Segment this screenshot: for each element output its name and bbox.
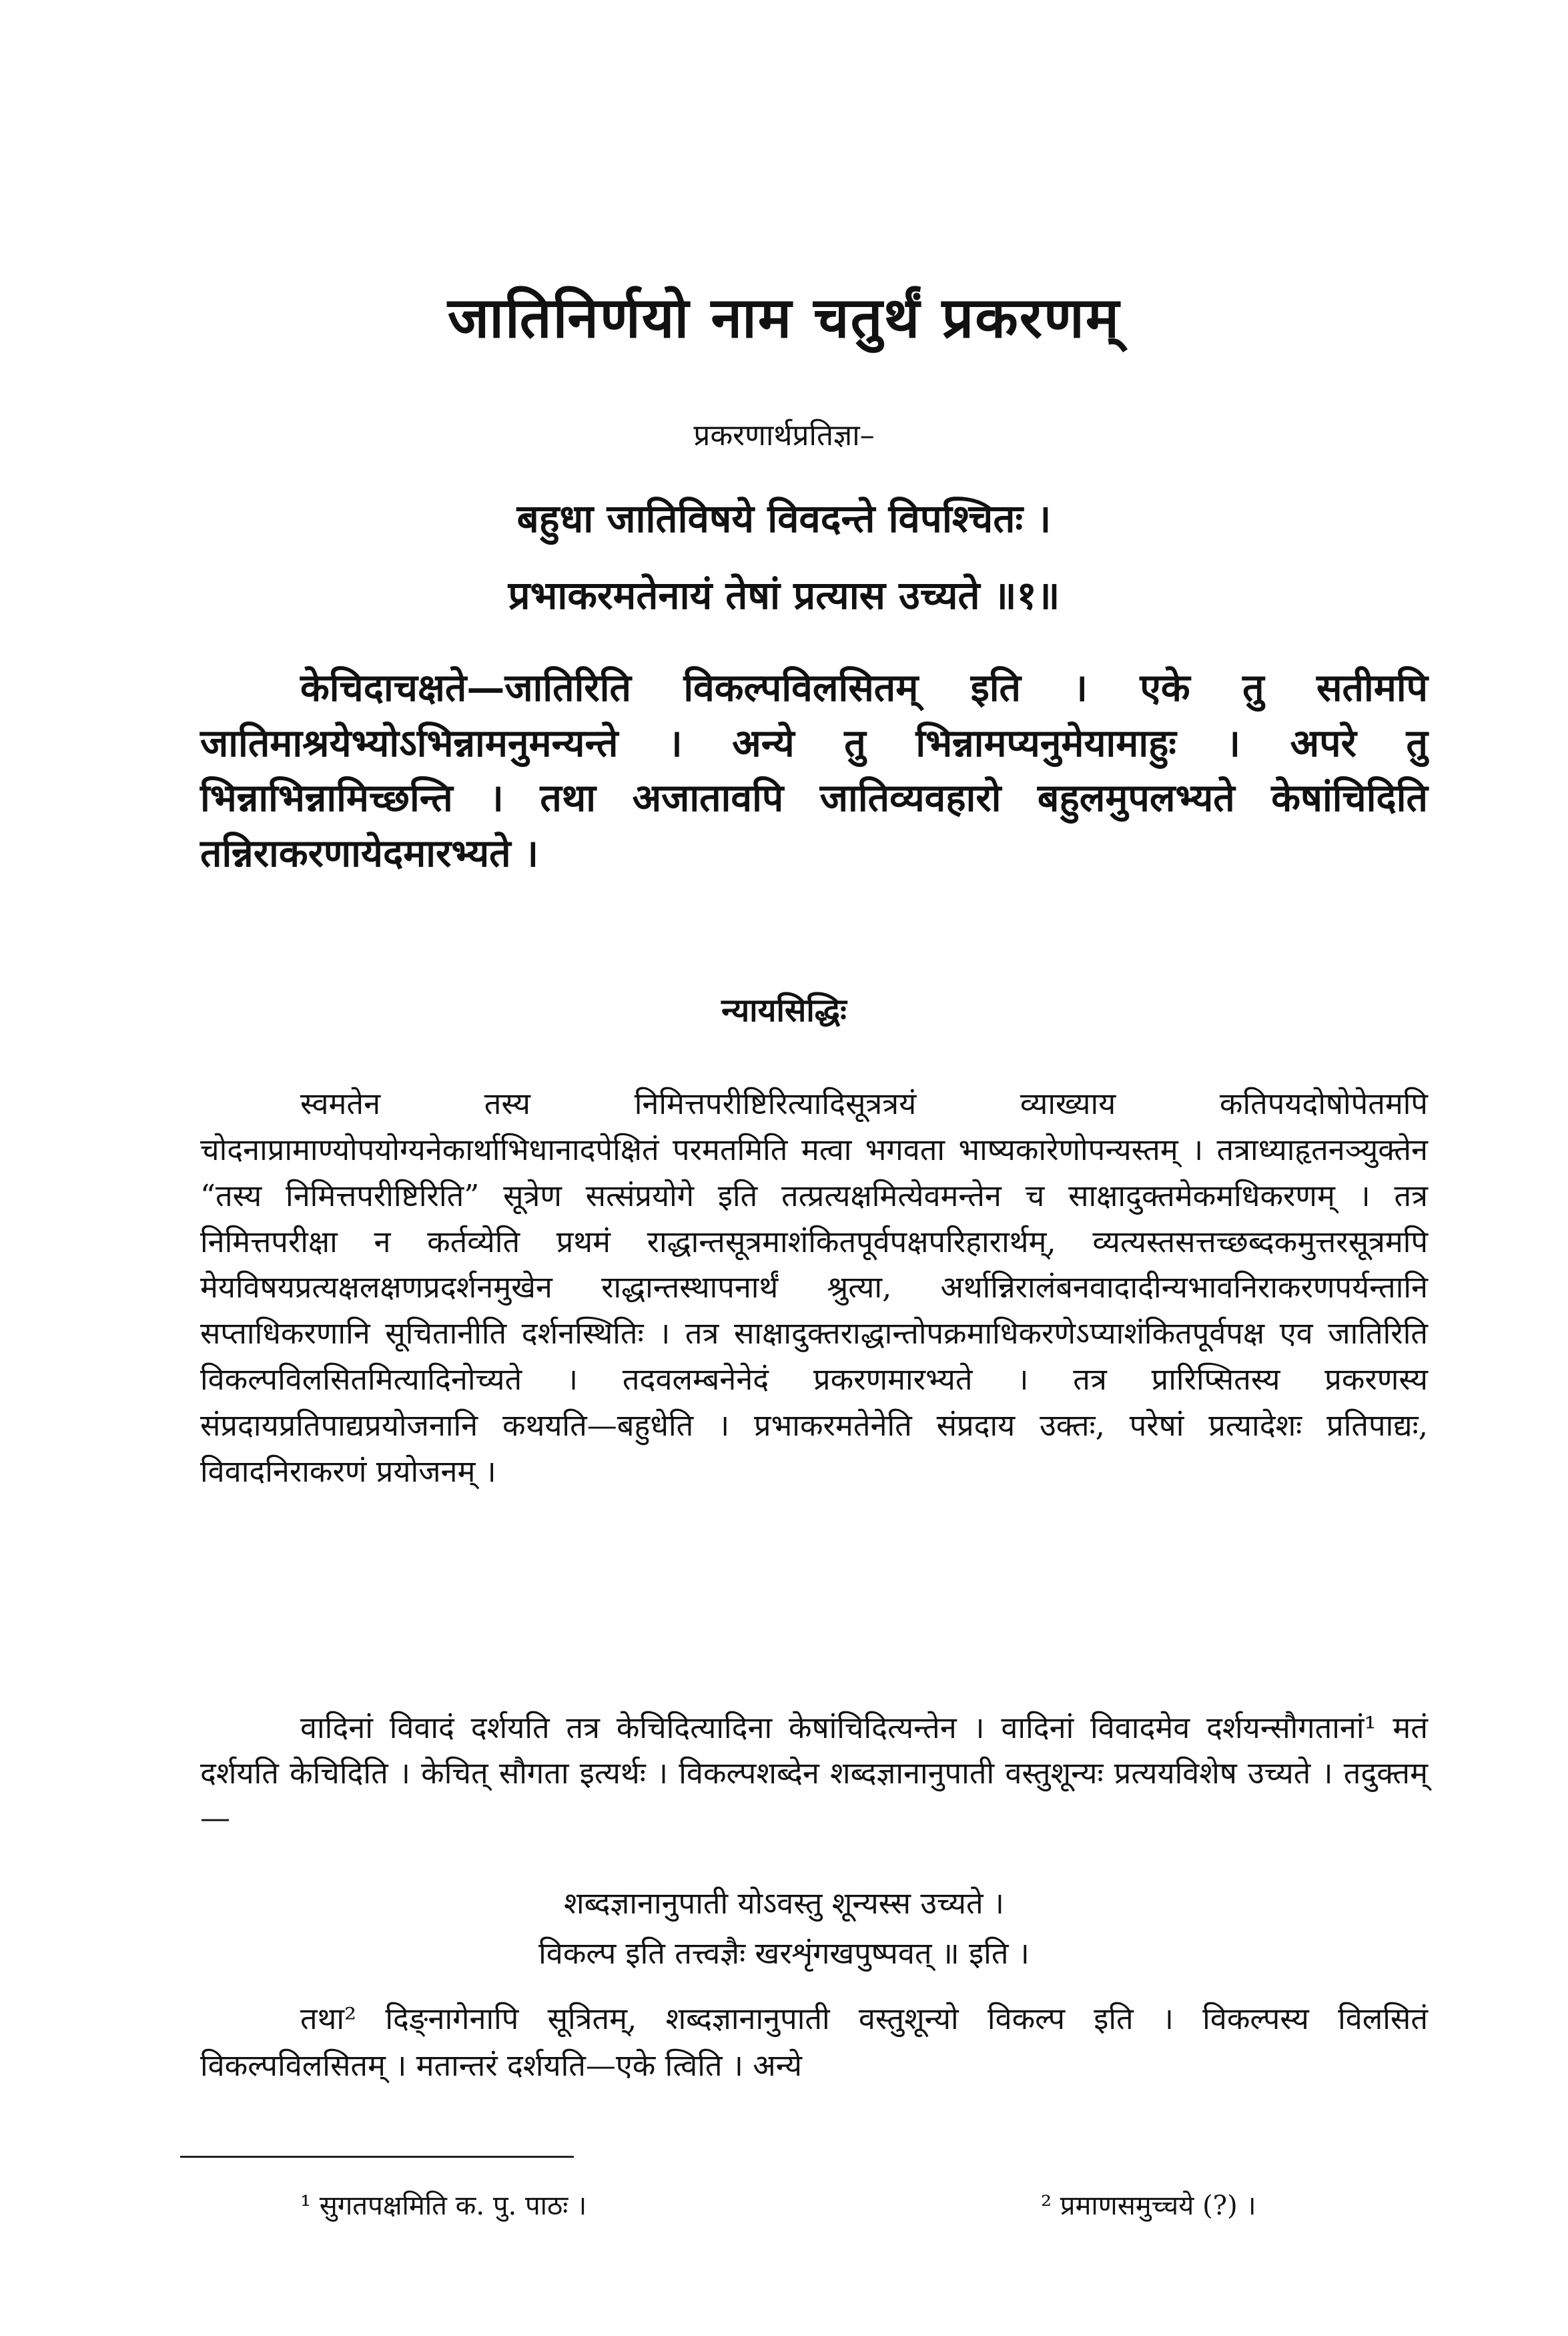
commentary-paragraph-2: वादिनां विवादं दर्शयति तत्र केचिदित्यादिना केषांचिदित्यन्तेन । वादिनां विवादमेव दर्शयन्सौगतानां¹ मतं दर्शयति केचिदिति । केचित् सौगता इत्यर्थः । विकल्पशब्देन शब्दज्ञानानुपाती वस्तुशून्यः प्रत्ययविशेष उच्यते । तदुक्तम्— bbox=[200, 1710, 1428, 1835]
quote-line-2: विकल्प इति तत्त्वज्ञैः खरशृंगखपुष्पवत् ॥ इति । bbox=[538, 1936, 1030, 1971]
chapter-title: जातिनिर्णयो नाम चतुर्थं प्रकरणम् bbox=[447, 284, 1121, 350]
quote-line-1: शब्दज्ञानानुपाती योऽवस्तु शून्यस्स उच्यते । bbox=[564, 1885, 1004, 1921]
verse-line-1: बहुधा जातिविषये विवदन्ते विपश्चितः । bbox=[516, 496, 1052, 541]
footnote-1: ¹ सुगतपक्षमिति क. पु. पाठः । bbox=[300, 2191, 587, 2221]
intro-paragraph: केचिदाचक्षते—जातिरिति विकल्पविलसितम् इति । एके तु सतीमपि जातिमाश्रयेभ्योऽभिन्नामनुमन्यन्ते । अन्ये तु भिन्नामप्यनुमेयामाहुः । अपरे तु भिन्नाभिन्नामिच्छन्ति । तथा अजातावपि जातिव्यवहारो बहुलमुपलभ्यते केषांचिदिति तन्निराकरणायेदमारभ्यते । bbox=[200, 665, 1428, 876]
commentary-heading: न्यायसिद्धिः bbox=[721, 992, 847, 1029]
footnote-divider bbox=[180, 2156, 574, 2158]
commentary-paragraph-3: तथा² दिङ्नागेनापि सूत्रितम्, शब्दज्ञानानुपाती वस्तुशून्यो विकल्प इति । विकल्पस्य विलसितं विकल्पविलसितम् । मतान्तरं दर्शयति—एके त्विति । अन्ये bbox=[200, 2001, 1428, 2083]
footnote-2: ² प्रमाणसमुच्चये (?) । bbox=[1041, 2191, 1256, 2221]
commentary-paragraph-1: स्वमतेन तस्य निमित्तपरीष्टिरित्यादिसूत्रत्रयं व्याख्याय कतिपयदोषोपेतमपि चोदनाप्रामाण्योपयोग्यनेकार्थाभिधानादपेक्षितं परमतमिति मत्वा भगवता भाष्यकारेणोपन्यस्तम् । तत्राध्याहृतनञ्युक्तेन “तस्य निमित्तपरीष्टिरिति” सूत्रेण सत्संप्रयोगे इति तत्प्रत्यक्षमित्येवमन्तेन च साक्षादुक्तमेकमधिकरणम् । तत्र निमित्तपरीक्षा न कर्तव्येति प्रथमं राद्धान्तसूत्रमाशंकितपूर्वपक्षपरिहारार्थम्, व्यत्यस्तसत्तच्छब्दकमुत्तरसूत्रमपि मेयविषयप्रत्यक्षलक्षणप्रदर्शनमुखेन राद्धान्तस्थापनार्थं श्रुत्या, अर्थान्निरालंबनवादादीन्यभावनिराकरणपर्यन्तानि सप्ताधिकरणानि सूचितानीति दर्शनस्थितिः । तत्र साक्षादुक्तराद्धान्तोपक्रमाधिकरणेऽप्याशंकितपूर्वपक्ष एव जातिरिति विकल्पविलसितमित्यादिनोच्यते । तदवलम्बनेनेदं प्रकरणमारभ्यते । तत्र प्रारिप्सितस्य प्रकरणस्य संप्रदायप्रतिपाद्यप्रयोजनानि कथयति—बहुधेति । प्रभाकरमतेनेति संप्रदाय उक्तः, परेषां प्रत्यादेशः प्रतिपाद्यः, विवादनिराकरणं प्रयोजनम् । bbox=[200, 1086, 1428, 1489]
verse-line-2: प्रभाकरमतेनायं तेषां प्रत्यास उच्यते ॥१॥ bbox=[508, 573, 1060, 618]
subheading: प्रकरणार्थप्रतिज्ञा– bbox=[693, 418, 875, 453]
